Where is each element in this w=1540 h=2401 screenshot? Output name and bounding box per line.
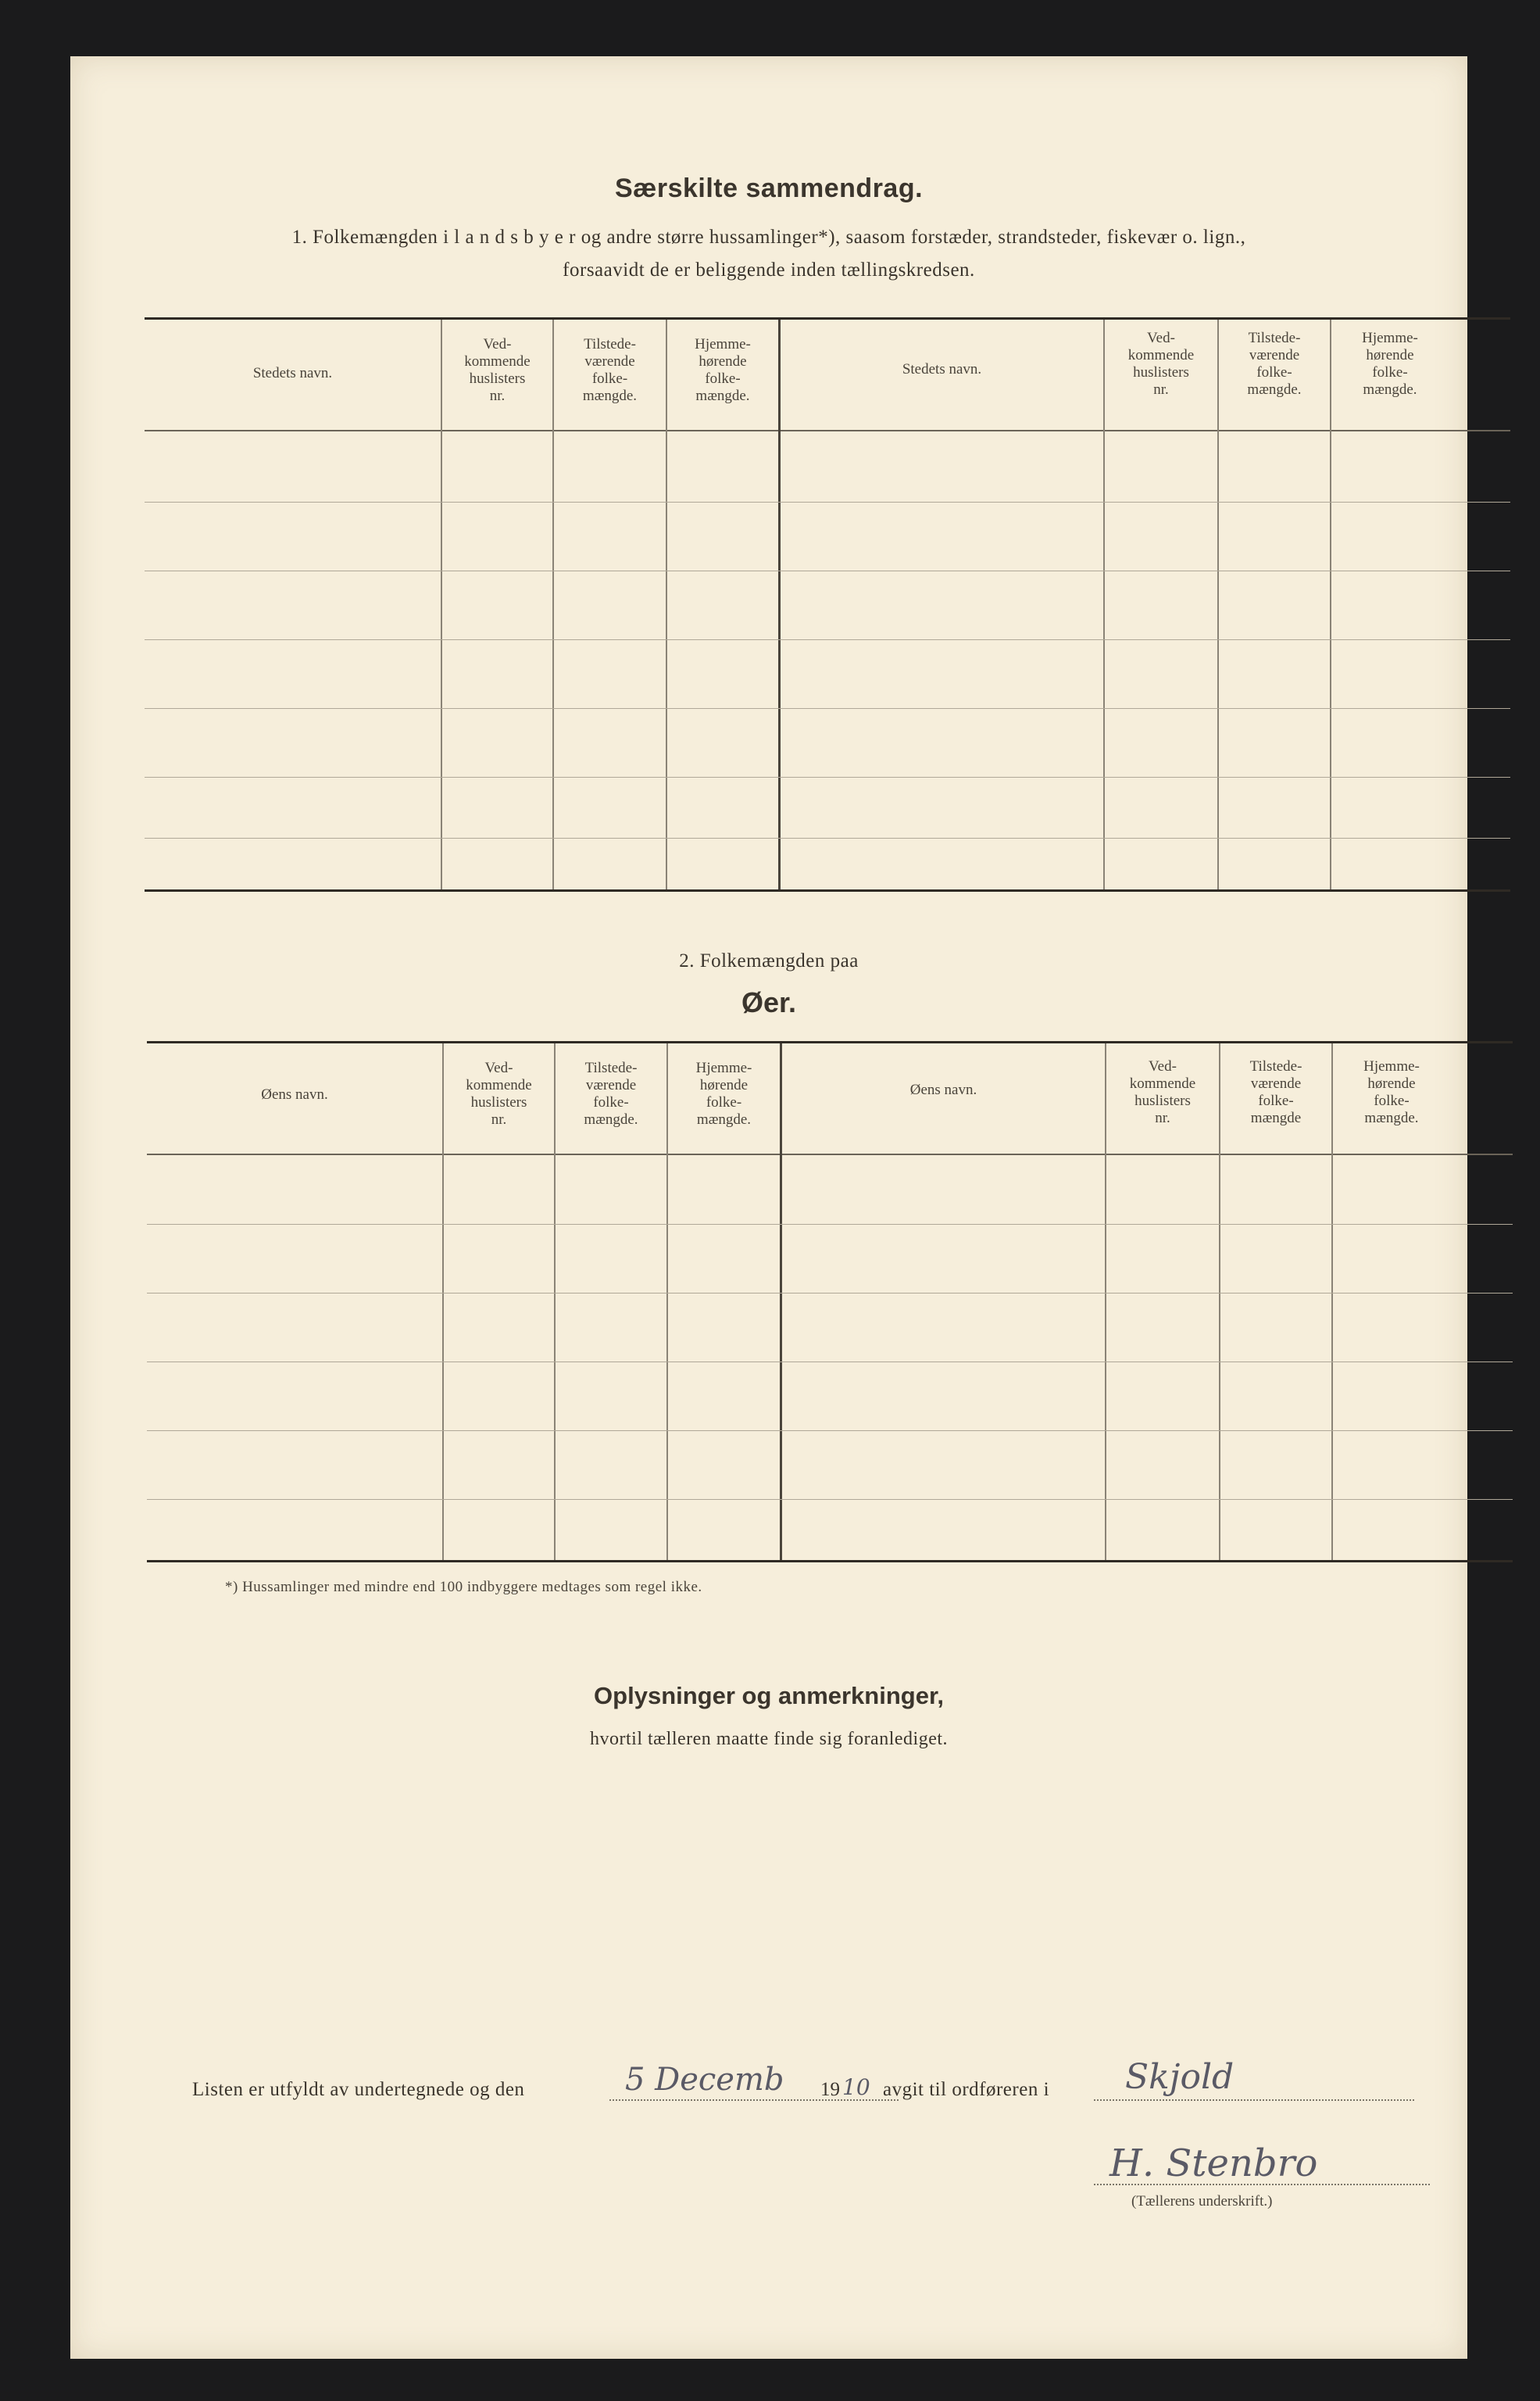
- col-stedets-navn-right: Stedets navn.: [902, 361, 982, 378]
- date-handwritten: 5 Decemb: [625, 2062, 784, 2098]
- col-hjemme-left: Hjemme- hørende folke- mængde.: [695, 336, 751, 404]
- section2-title: Øer.: [741, 986, 797, 1018]
- remarks-title: Oplysninger og anmerkninger,: [594, 1682, 944, 1709]
- signature-label: (Tællerens underskrift.): [1131, 2193, 1273, 2210]
- col-tilstede-right: Tilstede- værende folke- mængde.: [1247, 330, 1302, 398]
- col-huslister-right: Ved- kommende huslisters nr.: [1127, 330, 1195, 398]
- section1-intro-line2: forsaavidt de er beliggende inden tællingskredsen.: [563, 259, 975, 281]
- section2-intro: 2. Folkemængden paa: [679, 950, 859, 971]
- col-huslister-left: Ved- kommende huslisters nr.: [464, 336, 531, 404]
- place-handwritten: Skjold: [1125, 2057, 1235, 2097]
- col2-huslister-right: Ved- kommende huslisters nr.: [1129, 1058, 1196, 1126]
- footnote: *) Hussamlinger med mindre end 100 indbyggere medtages som regel ikke.: [225, 1579, 702, 1595]
- col2-huslister-left: Ved- kommende huslisters nr.: [466, 1060, 532, 1128]
- page-heading: Særskilte sammendrag.: [614, 174, 924, 203]
- census-form-page: [70, 56, 1467, 2359]
- col-oens-navn-right: Øens navn.: [909, 1082, 977, 1098]
- section1-intro-line1: 1. Folkemængden i l a n d s b y e r og andre større hussamlinger*), saasom forstæder, strandsteder, fiskevær o. lign.,: [291, 227, 1246, 248]
- col2-tilstede-right: Tilstede- værende folke- mængde: [1249, 1058, 1302, 1126]
- signature-handwritten: H. Stenbro: [1109, 2142, 1318, 2185]
- col2-tilstede-left: Tilstede- værende folke- mængde.: [584, 1060, 638, 1128]
- col2-hjemme-right: Hjemme- hørende folke- mængde.: [1363, 1058, 1420, 1126]
- col2-hjemme-left: Hjemme- hørende folke- mængde.: [695, 1060, 752, 1128]
- closing-text-before: Listen er utfyldt av undertegnede og den: [192, 2079, 525, 2100]
- remarks-subtitle: hvortil tælleren maatte finde sig foranlediget.: [589, 1729, 949, 1749]
- year-handwritten: 10: [842, 2074, 870, 2100]
- col-stedets-navn-left: Stedets navn.: [252, 365, 333, 381]
- col-tilstede-left: Tilstede- værende folke- mængde.: [582, 336, 638, 404]
- closing-text-middle: avgit til ordføreren i: [883, 2079, 1050, 2100]
- col-hjemme-right: Hjemme- hørende folke- mængde.: [1362, 330, 1418, 398]
- col-oens-navn-left: Øens navn.: [261, 1086, 328, 1103]
- year-prefix: 19: [820, 2079, 840, 2100]
